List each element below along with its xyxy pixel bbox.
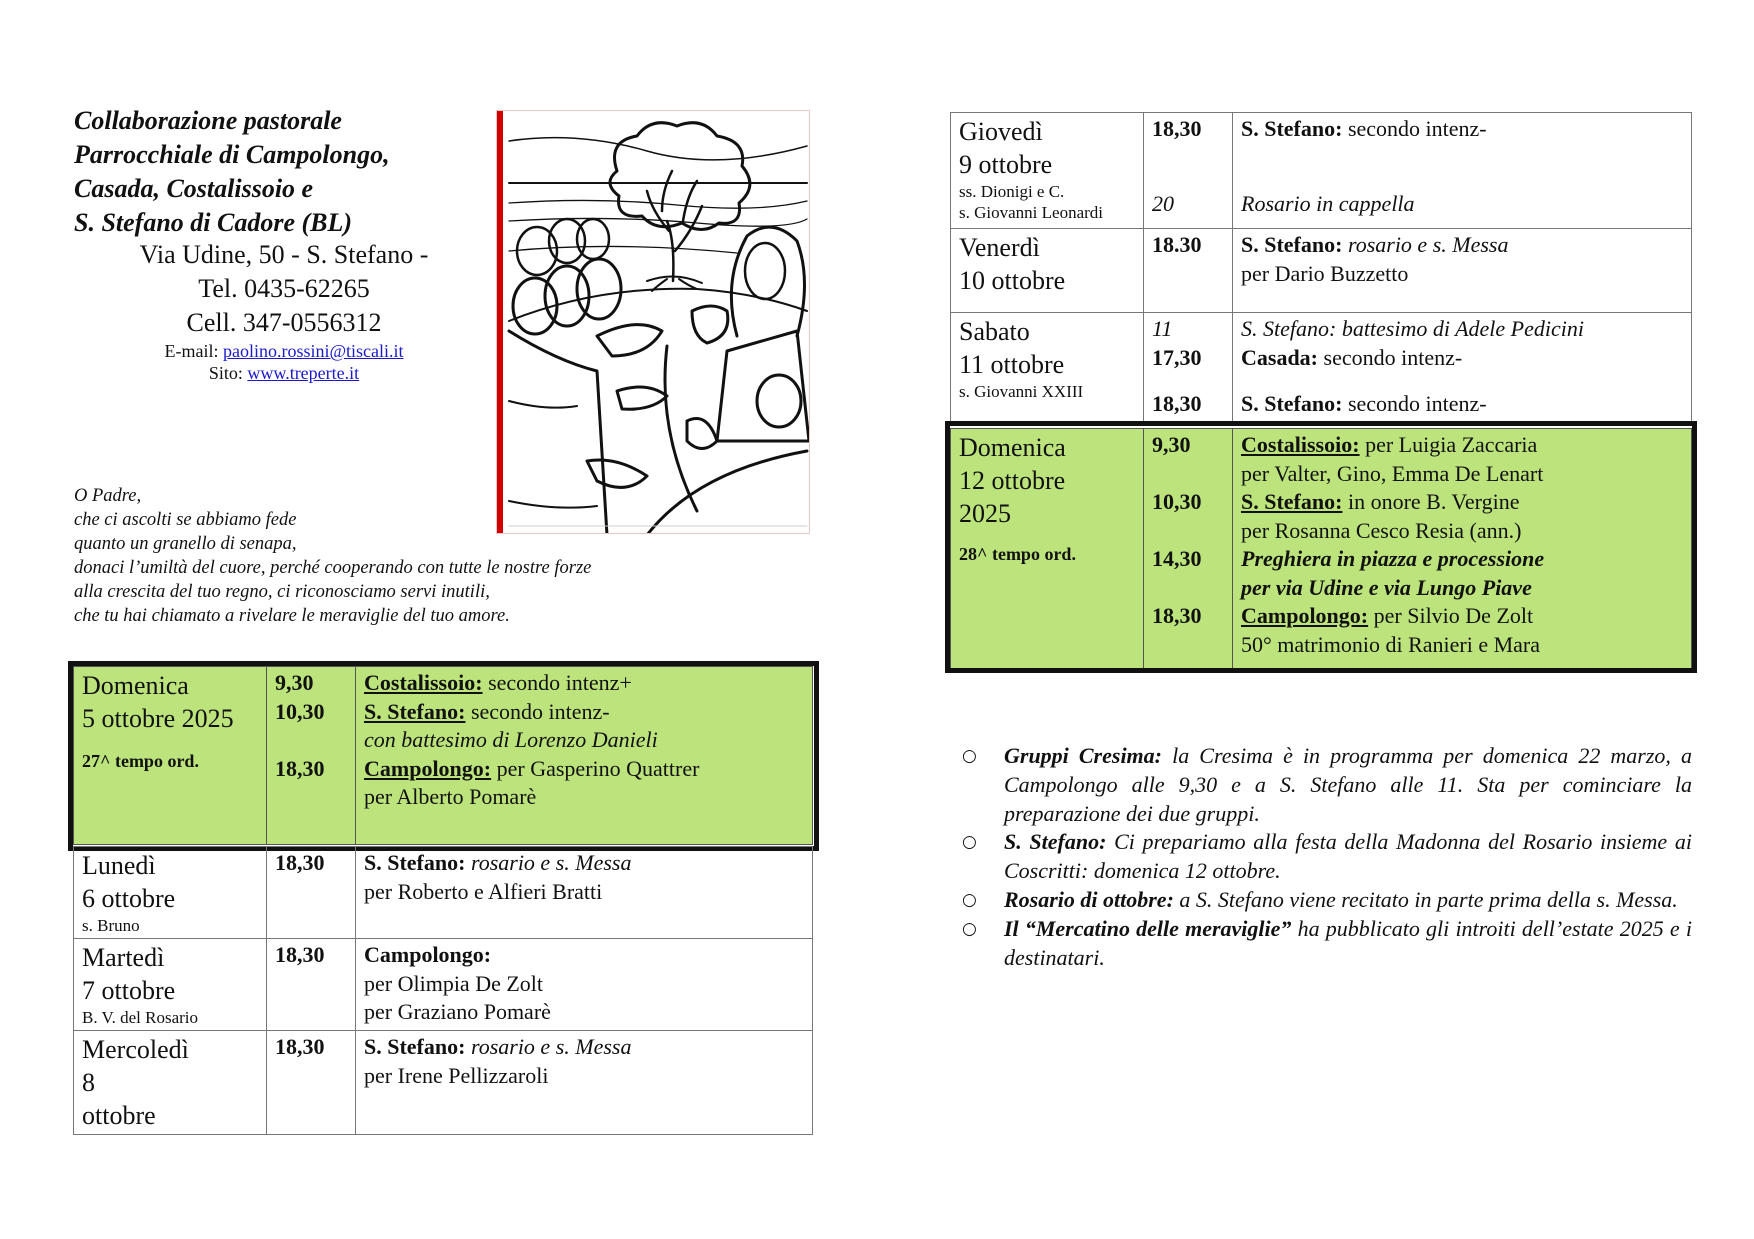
time-cell [267,667,356,845]
prayer-line: alla crescita del tuo regno, ci riconosciamo servi inutili, [74,582,490,602]
schedule-table-right-sunday [950,428,1692,669]
intention: per Rosanna Cesco Resia (ann.) [1241,517,1522,543]
title-line: Casada, Costalissoio e [74,174,314,203]
table-row [951,313,1692,422]
intention: per Roberto e Alfieri Bratti [364,878,603,904]
intention: S. Stefano: battesimo di Adele Pedicini [1241,316,1584,341]
time-cell [1144,429,1233,669]
liturgical-note: 28^ tempo ord. [959,544,1076,564]
day-date: 12 ottobre [959,466,1066,495]
site-label: Sito: [208,363,248,383]
saint-of-day: s. Giovanni XXIII [959,382,1084,401]
intention: secondo intenz- [1342,391,1487,416]
site-line [74,362,494,384]
email-link[interactable]: paolino.rossini@tiscali.it [222,341,404,361]
prayer-line: O Padre, [74,486,142,506]
day-name: Giovedì [959,117,1043,146]
title-line: Parrocchiale di Campolongo, [74,140,390,169]
time-cell [267,847,356,939]
intention: secondo intenz- [1342,116,1487,141]
illustration-drawing [497,111,810,534]
intentions-cell [1233,113,1692,229]
intention: Rosario in cappella [1241,190,1415,216]
place: Costalissoio: [364,670,483,695]
circle-bullet-icon: ○ [962,746,977,766]
notice-text: ha pubblicato gli introiti dell’estate 2025 e i destinatari. [1004,915,1692,970]
circle-bullet-icon: ○ [962,832,977,853]
notice-title: S. Stefano: [1004,829,1107,855]
prayer-line: che tu hai chiamato a rivelare le meraviglie del tuo amore. [74,606,510,626]
day-date: 10 ottobre [959,266,1066,295]
place: S. Stefano: [1241,489,1343,514]
intentions-cell [1233,313,1692,422]
place: S. Stefano: [1241,391,1343,416]
service: rosario e s. Messa [1342,232,1509,257]
liturgical-note: 27^ tempo ord. [82,751,199,771]
circle-bullet-icon: ○ [962,918,977,939]
notice-text: a S. Stefano viene recitato in parte prima della s. Messa. [1173,886,1678,912]
service: rosario e s. Messa [465,850,632,875]
day-cell [951,313,1144,422]
parish-title [74,104,494,240]
telephone: Tel. 0435-62265 [198,274,370,303]
intentions-cell [356,667,813,845]
time: 18,30 [275,850,325,875]
prayer-line: donaci l’umiltà del cuore, perché cooperando con tutte le nostre forze [74,558,592,578]
prayer-line: che ci ascolti se abbiamo fede [74,510,297,530]
place: S. Stefano: [364,1034,466,1059]
intention: secondo intenz- [465,698,610,724]
day-cell [951,429,1144,669]
intention: per Irene Pellizzaroli [364,1062,549,1088]
saint-of-day: B. V. del Rosario [82,1008,199,1027]
time-cell [267,1031,356,1135]
gospel-illustration [496,110,810,534]
day-name: Mercoledì [82,1035,189,1064]
schedule-table-left-sunday [73,666,813,845]
red-margin-bar [497,111,503,533]
notice-title: Gruppi Cresima: [1004,743,1162,768]
day-cell [74,1031,267,1135]
place: Casada: [1241,344,1319,370]
intention: per Dario Buzzetto [1241,260,1409,286]
schedule-table-right [950,112,1692,422]
place: Campolongo: [364,942,492,967]
notice-item [956,828,1692,886]
time: 18,30 [1152,391,1202,416]
time-cell [1144,229,1233,313]
day-date: 7 ottobre [82,976,176,1005]
day-date: 5 ottobre 2025 [82,704,234,733]
time: 11 [1152,316,1173,341]
place: Campolongo: [364,755,492,781]
day-year: 2025 [959,499,1011,528]
title-line: S. Stefano di Cadore (BL) [74,208,353,237]
notice-item [956,742,1692,828]
intentions-cell [1233,429,1692,669]
place: S. Stefano: [1241,116,1343,141]
intention: per Gasperino Quattrer [491,755,700,781]
notices-list [956,742,1692,972]
place: S. Stefano: [1241,232,1343,257]
time: 18,30 [275,1034,325,1059]
procession: per via Udine e via Lungo Piave [1241,574,1532,600]
prayer-text [74,484,591,628]
place: S. Stefano: [364,698,466,724]
saint-of-day: s. Giovanni Leonardi [959,203,1103,222]
table-row [951,429,1692,669]
table-row [951,229,1692,313]
time: 10,30 [275,698,325,724]
intention: per Graziano Pomarè [364,999,551,1024]
day-date: 9 ottobre [959,150,1053,179]
intention: in onore B. Vergine [1342,489,1520,514]
table-row [74,939,813,1031]
day-name: Sabato [959,317,1030,346]
intention: 50° matrimonio di Ranieri e Mara [1241,631,1540,657]
title-line: Collaborazione pastorale [74,106,342,135]
saint-of-day: ss. Dionigi e C. [959,182,1065,201]
day-name: Domenica [959,433,1066,462]
table-row [74,1031,813,1135]
day-name: Venerdì [959,233,1040,262]
table-row [951,113,1692,229]
email-line [74,340,494,362]
intention: secondo intenz+ [482,670,632,695]
notice-item [956,915,1692,973]
day-date: 11 ottobre [959,350,1065,379]
day-name: Lunedì [82,851,156,880]
place: Campolongo: [1241,603,1369,628]
notice-item [956,886,1692,915]
site-link[interactable]: www.treperte.it [247,363,360,383]
notice-title: Rosario di ottobre: [1004,886,1174,912]
intention: per Silvio De Zolt [1368,603,1534,628]
intention: con battesimo di Lorenzo Danieli [364,727,658,752]
intentions-cell [356,939,813,1031]
time-cell [1144,113,1233,229]
intentions-cell [1233,229,1692,313]
time: 18.30 [1152,232,1202,257]
day-name: Martedì [82,943,165,972]
prayer-line: quanto un granello di senapa, [74,534,297,554]
saint-of-day: s. Bruno [82,916,140,935]
time: 18,30 [1152,603,1202,628]
intention: per Valter, Gino, Emma De Lenart [1241,460,1544,486]
day-date: 6 ottobre [82,884,176,913]
notice-text: Ci prepariamo alla festa della Madonna del Rosario insieme ai Coscritti: domenica 12 ottobre. [1004,829,1692,884]
day-cell [74,847,267,939]
email-label: E-mail: [164,341,223,361]
circle-bullet-icon: ○ [962,889,977,910]
day-cell [951,113,1144,229]
intentions-cell [356,847,813,939]
day-cell [74,939,267,1031]
intention: per Alberto Pomarè [364,784,537,809]
time: 17,30 [1152,344,1202,370]
time-cell [1144,313,1233,422]
intention: per Olimpia De Zolt [364,970,544,996]
table-row [74,847,813,939]
notice-text: la Cresima è in programma per domenica 22 marzo, a Campolongo alle 9,30 e a S. Stefano alle 11. Sta per cominciare la preparazione dei due gruppi. [1004,743,1692,826]
day-cell [74,667,267,845]
time: 18,30 [275,942,325,967]
day-month: ottobre [82,1101,156,1130]
place: S. Stefano: [364,850,466,875]
intention: secondo intenz- [1318,344,1463,370]
intentions-cell [356,1031,813,1135]
table-row [74,667,813,845]
time-cell [267,939,356,1031]
day-name: Domenica [82,671,189,700]
place: Costalissoio: [1241,432,1360,457]
schedule-table-left [73,846,813,1135]
time: 9,30 [275,670,314,695]
time: 20 [1152,190,1174,216]
address: Via Udine, 50 - S. Stefano - [139,240,429,269]
time: 18,30 [1152,116,1202,141]
service: rosario e s. Messa [465,1034,632,1059]
time: 9,30 [1152,432,1191,457]
notice-title: Il “Mercatino delle meraviglie” [1004,915,1292,941]
day-cell [951,229,1144,313]
day-date: 8 [82,1068,95,1097]
time: 18,30 [275,755,325,781]
cellphone: Cell. 347-0556312 [186,308,382,337]
time: 10,30 [1152,489,1202,514]
procession: Preghiera in piazza e processione [1241,546,1545,571]
contact-block [74,238,494,384]
time: 14,30 [1152,546,1202,571]
intention: per Luigia Zaccaria [1359,432,1538,457]
